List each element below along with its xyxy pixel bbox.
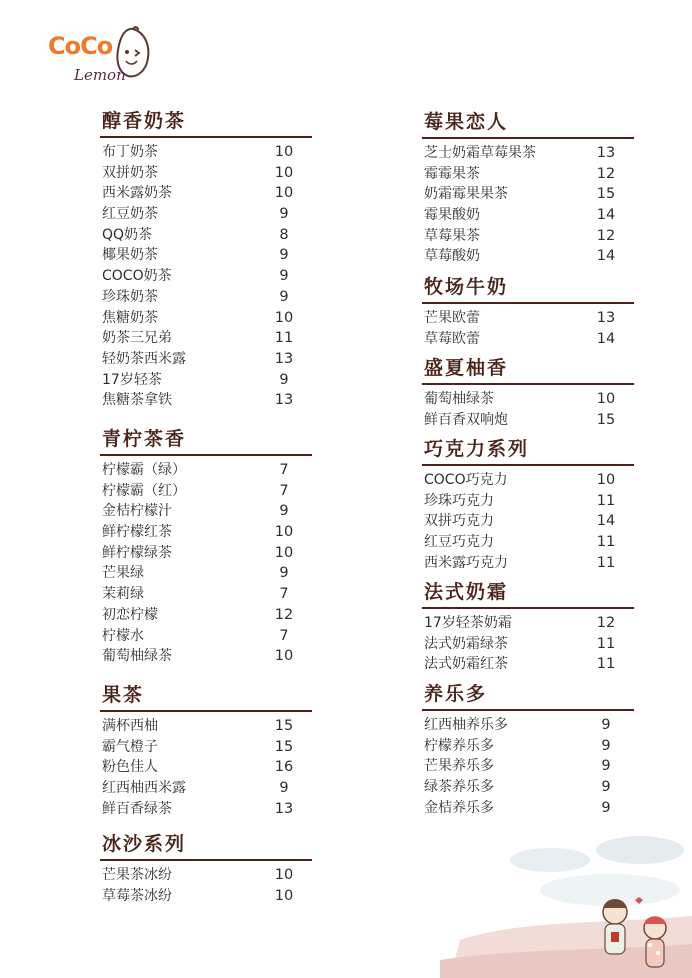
menu-item-price: 15 — [596, 186, 616, 203]
menu-item-name: 珍珠奶茶 — [102, 288, 158, 305]
menu-item — [422, 553, 634, 574]
menu-item — [100, 799, 312, 820]
menu-item — [100, 626, 312, 647]
section-divider — [422, 709, 634, 711]
menu-item-name: 鲜柠檬绿茶 — [102, 544, 172, 561]
menu-item-name: 奶茶三兄弟 — [102, 330, 172, 347]
section-divider — [100, 710, 312, 712]
menu-item-name: 金桔柠檬汁 — [102, 503, 172, 520]
menu-item-price: 10 — [274, 144, 294, 160]
logo-sub-text: Lemon — [74, 66, 126, 84]
section-title: 盛夏柚香 — [424, 357, 509, 379]
menu-item-name: 草莓茶冰纷 — [102, 887, 172, 904]
menu-item — [100, 245, 312, 266]
menu-item-price: 11 — [596, 554, 616, 571]
menu-section-grapefruit — [422, 355, 634, 430]
menu-item — [422, 491, 634, 512]
menu-item-price: 9 — [601, 779, 611, 796]
menu-section-lemon-tea — [100, 426, 312, 667]
menu-item-price: 8 — [279, 226, 289, 243]
menu-item-price: 13 — [596, 310, 616, 326]
menu-item — [422, 143, 634, 164]
menu-item-price: 15 — [596, 411, 616, 428]
menu-item-name: 草莓果茶 — [424, 227, 480, 244]
menu-section-chocolate — [422, 436, 634, 573]
menu-item — [100, 460, 312, 481]
menu-item-name: 鲜柠檬红茶 — [102, 524, 172, 541]
menu-item — [422, 470, 634, 491]
menu-item-name: 金桔养乐多 — [424, 799, 494, 816]
menu-item — [100, 142, 312, 163]
menu-item — [422, 184, 634, 205]
menu-item — [100, 204, 312, 225]
menu-item-price: 14 — [596, 248, 616, 265]
menu-item — [422, 246, 634, 267]
menu-item-name: 芒果养乐多 — [424, 758, 494, 775]
menu-item-name: 双拼奶茶 — [102, 164, 158, 181]
menu-item — [100, 737, 312, 758]
menu-item — [422, 634, 634, 655]
menu-item-name: 椰果奶茶 — [102, 247, 158, 264]
menu-item — [100, 163, 312, 184]
menu-item-price: 9 — [279, 503, 289, 520]
menu-item-name: 初恋柠檬 — [102, 606, 158, 623]
menu-item-name: 西米露奶茶 — [102, 185, 172, 202]
menu-item-name: 芒果茶冰纷 — [102, 867, 172, 883]
menu-item-price: 10 — [274, 867, 294, 883]
menu-item-price: 10 — [274, 524, 294, 541]
logo-brand-text: CoCo — [48, 32, 113, 60]
menu-item-name: 法式奶霜红茶 — [424, 656, 508, 673]
menu-item-name: 焦糖奶茶 — [102, 309, 158, 326]
menu-item — [100, 778, 312, 799]
menu-item — [422, 410, 634, 431]
section-title: 莓果恋人 — [424, 111, 509, 133]
menu-item-price: 16 — [274, 759, 294, 776]
menu-item-price: 11 — [274, 330, 294, 347]
section-divider — [422, 302, 634, 304]
menu-item-price: 10 — [274, 164, 294, 181]
menu-item-name: 柠檬霸（绿） — [102, 462, 186, 478]
menu-item-price: 9 — [279, 206, 289, 223]
menu-section-fruit-tea — [100, 682, 312, 819]
menu-item-price: 13 — [596, 145, 616, 161]
menu-item-price: 13 — [274, 350, 294, 367]
menu-item-name: 法式奶霜绿茶 — [424, 635, 508, 652]
section-title: 醇香奶茶 — [102, 110, 187, 132]
menu-item-name: COCO巧克力 — [424, 472, 508, 488]
menu-item-price: 9 — [279, 268, 289, 285]
menu-item-name: 草莓欧蕾 — [424, 330, 480, 347]
menu-item-price: 10 — [596, 472, 616, 488]
menu-item — [100, 522, 312, 543]
menu-item — [422, 798, 634, 819]
menu-item-price: 12 — [596, 165, 616, 182]
menu-item-price: 7 — [279, 462, 289, 478]
menu-item-name: 双拼巧克力 — [424, 513, 494, 530]
menu-item-price: 9 — [279, 247, 289, 264]
menu-item-name: QQ奶茶 — [102, 226, 153, 243]
menu-item-price: 12 — [274, 606, 294, 623]
menu-item — [100, 481, 312, 502]
section-title: 冰沙系列 — [102, 833, 187, 855]
menu-item — [100, 225, 312, 246]
menu-item — [100, 349, 312, 370]
menu-item-name: 绿茶养乐多 — [424, 779, 494, 796]
menu-item-price: 7 — [279, 586, 289, 603]
menu-item-name: 鲜百香双响炮 — [424, 411, 508, 428]
menu-item-name: 红豆奶茶 — [102, 206, 158, 223]
menu-item-name: 17岁轻茶奶霜 — [424, 615, 512, 631]
menu-item-price: 12 — [596, 227, 616, 244]
section-divider — [100, 859, 312, 861]
menu-item-price: 11 — [596, 534, 616, 551]
menu-item-name: 布丁奶茶 — [102, 144, 158, 160]
section-title: 法式奶霜 — [424, 581, 509, 603]
menu-item-price: 9 — [601, 758, 611, 775]
menu-item — [422, 226, 634, 247]
couple-illustration — [400, 820, 692, 978]
menu-item — [100, 266, 312, 287]
menu-item — [100, 646, 312, 667]
menu-item — [422, 756, 634, 777]
menu-item — [100, 328, 312, 349]
menu-item — [100, 501, 312, 522]
menu-item-name: 焦糖茶拿铁 — [102, 392, 172, 409]
menu-item — [422, 777, 634, 798]
menu-item-name: 柠檬霸（红） — [102, 482, 186, 499]
menu-item — [422, 613, 634, 634]
menu-item — [422, 329, 634, 350]
menu-item-name: 柠檬养乐多 — [424, 737, 494, 754]
menu-item-name: 柠檬水 — [102, 627, 144, 644]
section-divider — [422, 607, 634, 609]
menu-item — [100, 287, 312, 308]
menu-item-name: 霉霉果茶 — [424, 165, 480, 182]
menu-item — [100, 865, 312, 886]
section-divider — [422, 383, 634, 385]
section-title: 巧克力系列 — [424, 438, 530, 460]
menu-item — [422, 308, 634, 329]
menu-item-name: 鲜百香绿茶 — [102, 800, 172, 817]
menu-item-name: 霸气橙子 — [102, 738, 158, 755]
menu-item — [422, 205, 634, 226]
menu-item-name: 粉色佳人 — [102, 759, 158, 776]
menu-item — [100, 716, 312, 737]
menu-item-name: 葡萄柚绿茶 — [102, 648, 172, 665]
lemon-mascot-icon — [114, 26, 152, 80]
menu-item — [100, 308, 312, 329]
menu-item-name: 草莓酸奶 — [424, 248, 480, 265]
menu-item-price: 13 — [274, 800, 294, 817]
menu-section-cream — [422, 579, 634, 675]
menu-item-name: 珍珠巧克力 — [424, 492, 494, 509]
menu-item — [422, 389, 634, 410]
menu-item-price: 14 — [596, 207, 616, 224]
menu-item-name: 芒果绿 — [102, 565, 144, 582]
menu-item-name: 霉果酸奶 — [424, 207, 480, 224]
menu-item-price: 15 — [274, 718, 294, 734]
menu-item-name: COCO奶茶 — [102, 268, 172, 285]
menu-item-price: 9 — [601, 737, 611, 754]
section-divider — [422, 464, 634, 466]
menu-item-price: 10 — [274, 887, 294, 904]
menu-item-price: 9 — [279, 288, 289, 305]
menu-item-price: 11 — [596, 492, 616, 509]
menu-item-name: 茉莉绿 — [102, 586, 144, 603]
menu-item — [422, 654, 634, 675]
menu-item — [422, 736, 634, 757]
menu-item-price: 7 — [279, 482, 289, 499]
menu-item-price: 10 — [274, 648, 294, 665]
menu-item-price: 10 — [596, 391, 616, 407]
menu-item-name: 红西柚养乐多 — [424, 717, 508, 733]
menu-item-price: 14 — [596, 330, 616, 347]
menu-item-name: 西米露巧克力 — [424, 554, 508, 571]
section-divider — [422, 137, 634, 139]
menu-item-name: 红豆巧克力 — [424, 534, 494, 551]
menu-item — [100, 757, 312, 778]
menu-item-name: 轻奶茶西米露 — [102, 350, 186, 367]
menu-item-price: 12 — [596, 615, 616, 631]
menu-item-price: 10 — [274, 309, 294, 326]
menu-item — [100, 390, 312, 411]
menu-item — [422, 532, 634, 553]
menu-item-price: 13 — [274, 392, 294, 409]
menu-item-name: 满杯西柚 — [102, 718, 158, 734]
menu-item-name: 芒果欧蕾 — [424, 310, 480, 326]
menu-item-name: 红西柚西米露 — [102, 780, 186, 797]
menu-item — [100, 370, 312, 391]
menu-item-price: 9 — [601, 717, 611, 733]
menu-item — [422, 511, 634, 532]
menu-item-price: 11 — [596, 635, 616, 652]
section-title: 青柠茶香 — [102, 428, 187, 450]
menu-item — [100, 543, 312, 564]
menu-section-yakult — [422, 681, 634, 818]
menu-item — [100, 886, 312, 907]
menu-item — [422, 715, 634, 736]
menu-item — [100, 563, 312, 584]
section-title: 养乐多 — [424, 683, 488, 705]
menu-item-price: 15 — [274, 738, 294, 755]
menu-item-price: 11 — [596, 656, 616, 673]
menu-item — [100, 584, 312, 605]
coco-lemon-logo — [48, 24, 158, 90]
menu-item-price: 7 — [279, 627, 289, 644]
menu-item — [422, 164, 634, 185]
menu-item — [100, 183, 312, 204]
menu-item-name: 芝士奶霜草莓果茶 — [424, 145, 536, 161]
menu-item-price: 14 — [596, 513, 616, 530]
section-divider — [100, 136, 312, 138]
section-divider — [100, 454, 312, 456]
menu-item-name: 葡萄柚绿茶 — [424, 391, 494, 407]
menu-item-price: 9 — [601, 799, 611, 816]
menu-section-berry — [422, 109, 634, 267]
menu-item-name: 17岁轻茶 — [102, 371, 162, 388]
menu-item-name: 奶霜霉果果茶 — [424, 186, 508, 203]
section-title: 牧场牛奶 — [424, 276, 509, 298]
menu-item-price: 10 — [274, 544, 294, 561]
menu-item-price: 9 — [279, 371, 289, 388]
section-title: 果茶 — [102, 684, 145, 706]
menu-item-price: 9 — [279, 565, 289, 582]
menu-item-price: 10 — [274, 185, 294, 202]
menu-item — [100, 605, 312, 626]
menu-section-milk — [422, 274, 634, 349]
menu-section-smoothie — [100, 831, 312, 906]
menu-item-price: 9 — [279, 780, 289, 797]
menu-section-milk-tea — [100, 108, 312, 411]
